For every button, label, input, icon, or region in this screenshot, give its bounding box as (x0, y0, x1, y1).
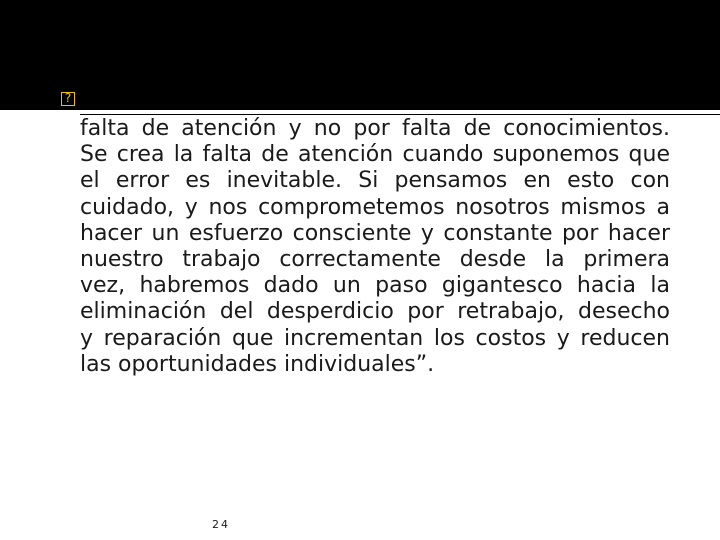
paragraph-line: y reparación que incrementan los costos y reducen (80, 325, 670, 351)
paragraph-line: hacer un esfuerzo consciente y constante por hacer (80, 220, 670, 246)
bullet-marker-icon: ? (61, 92, 75, 106)
paragraph-line: falta de atención y no por falta de conocimientos. (80, 116, 670, 141)
slide-paragraph (80, 116, 670, 378)
paragraph-line: vez, habremos dado un paso gigantesco hacia la (80, 273, 670, 299)
page-number: 24 (212, 518, 230, 531)
paragraph-line: eliminación del desperdicio por retrabajo, desecho (80, 299, 670, 325)
paragraph-line: nuestro trabajo correctamente desde la primera (80, 247, 670, 273)
paragraph-line: las oportunidades individuales”. (80, 351, 435, 377)
paragraph-line: el error es inevitable. Si pensamos en esto con (80, 168, 670, 194)
header-divider (80, 114, 720, 115)
paragraph-line: Se crea la falta de atención cuando suponemos que (80, 142, 670, 168)
header-band (0, 0, 720, 110)
paragraph-line: cuidado, y nos comprometemos nosotros mismos a (80, 194, 670, 220)
